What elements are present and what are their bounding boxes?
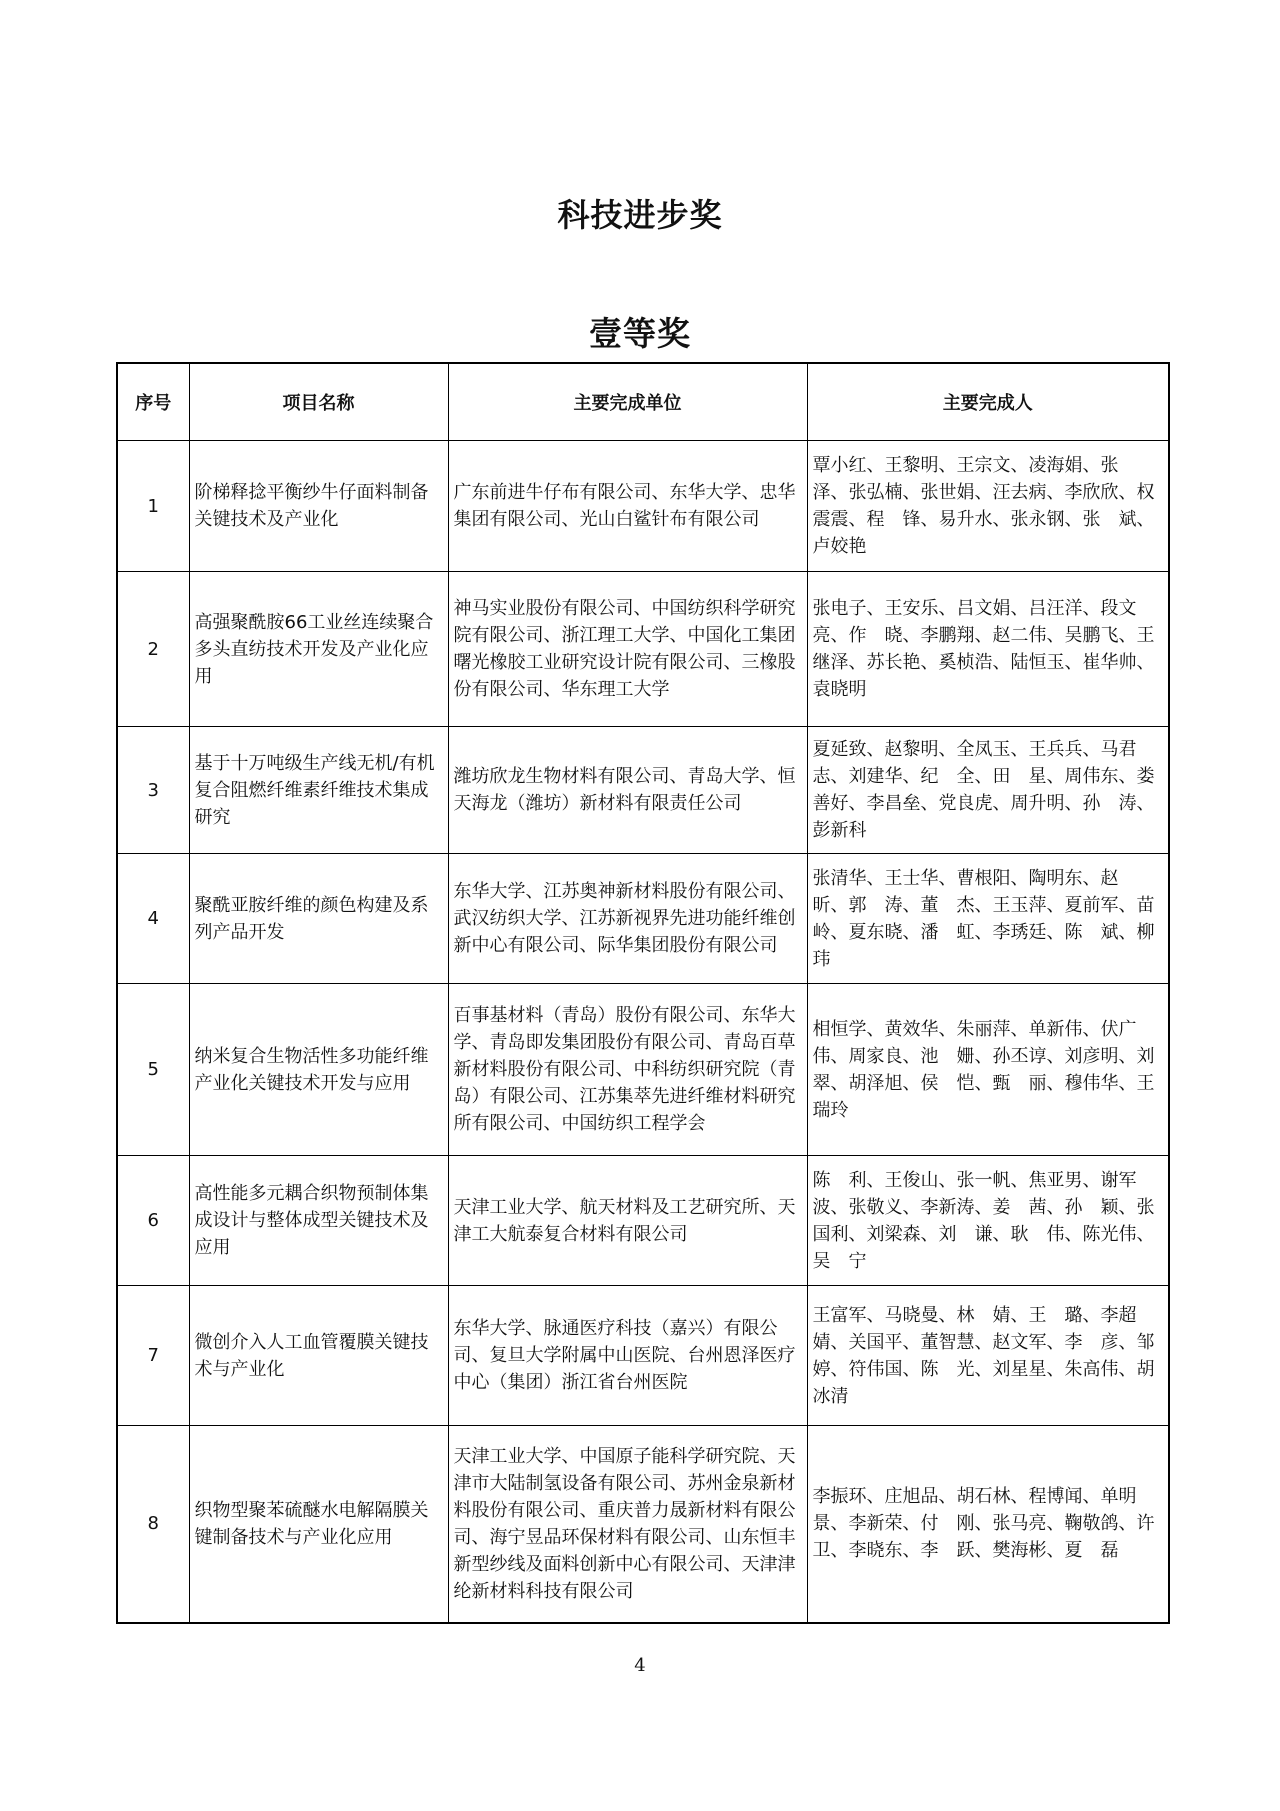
completion-units: 天津工业大学、中国原子能科学研究院、天津市大陆制氢设备有限公司、苏州金泉新材料股份有限公司、重庆普力晟新材料有限公司、海宁昱品环保材料有限公司、山东恒丰新型纱线及面料创新中心有限公司、天津津纶新材料科技有限公司 [448,1426,807,1623]
completion-units: 潍坊欣龙生物材料有限公司、青岛大学、恒天海龙（潍坊）新材料有限责任公司 [448,727,807,854]
page-number: 4 [634,1655,646,1676]
table-row [117,1156,1169,1286]
completion-people: 王富军、马晓曼、林 婧、王 璐、李超婧、关国平、董智慧、赵文军、李 彦、邹 婷、符伟国、陈 光、刘星星、朱高伟、胡冰清 [807,1286,1169,1426]
project-name: 聚酰亚胺纤维的颜色构建及系列产品开发 [189,854,448,984]
table-row [117,854,1169,984]
header-units: 主要完成单位 [448,363,807,441]
row-number: 4 [117,854,189,984]
completion-units: 东华大学、脉通医疗科技（嘉兴）有限公司、复旦大学附属中山医院、台州恩泽医疗中心（集团）浙江省台州医院 [448,1286,807,1426]
project-name: 基于十万吨级生产线无机/有机复合阻燃纤维素纤维技术集成研究 [189,727,448,854]
completion-people: 覃小红、王黎明、王宗文、凌海娟、张 泽、张弘楠、张世娟、汪去病、李欣欣、权震震、程 锋、易升水、张永钢、张 斌、卢姣艳 [807,441,1169,572]
header-number: 序号 [117,363,189,441]
project-name: 织物型聚苯硫醚水电解隔膜关键制备技术与产业化应用 [189,1426,448,1623]
award-level-heading: 壹等奖 [589,314,691,353]
header-people: 主要完成人 [807,363,1169,441]
completion-units: 东华大学、江苏奥神新材料股份有限公司、武汉纺织大学、江苏新视界先进功能纤维创新中心有限公司、际华集团股份有限公司 [448,854,807,984]
completion-units: 广东前进牛仔布有限公司、东华大学、忠华集团有限公司、光山白鲨针布有限公司 [448,441,807,572]
header-project-name: 项目名称 [189,363,448,441]
row-number: 6 [117,1156,189,1286]
project-name: 高性能多元耦合织物预制体集成设计与整体成型关键技术及应用 [189,1156,448,1286]
table-row [117,441,1169,572]
table-header-row [117,363,1169,441]
table-row [117,1286,1169,1426]
completion-units: 神马实业股份有限公司、中国纺织科学研究院有限公司、浙江理工大学、中国化工集团曙光橡胶工业研究设计院有限公司、三橡股份有限公司、华东理工大学 [448,572,807,727]
table-row [117,572,1169,727]
completion-units: 百事基材料（青岛）股份有限公司、东华大学、青岛即发集团股份有限公司、青岛百草新材料股份有限公司、中科纺织研究院（青岛）有限公司、江苏集萃先进纤维材料研究所有限公司、中国纺织工程学会 [448,984,807,1156]
page-title: 科技进步奖 [557,196,723,234]
row-number: 8 [117,1426,189,1623]
row-number: 5 [117,984,189,1156]
table-row [117,727,1169,854]
project-name: 微创介入人工血管覆膜关键技术与产业化 [189,1286,448,1426]
project-name: 高强聚酰胺66工业丝连续聚合多头直纺技术开发及产业化应用 [189,572,448,727]
table-row [117,1426,1169,1623]
completion-people: 李振环、庄旭品、胡石林、程博闻、单明景、李新荣、付 刚、张马亮、鞠敬鸽、许 卫、李晓东、李 跃、樊海彬、夏 磊 [807,1426,1169,1623]
row-number: 2 [117,572,189,727]
completion-people: 相恒学、黄效华、朱丽萍、单新伟、伏广伟、周家良、池 姗、孙丕谆、刘彦明、刘 翠、胡泽旭、侯 恺、甄 丽、穆伟华、王瑞玲 [807,984,1169,1156]
project-name: 阶梯释捻平衡纱牛仔面料制备关键技术及产业化 [189,441,448,572]
table-row [117,984,1169,1156]
completion-people: 张清华、王士华、曹根阳、陶明东、赵 昕、郭 涛、董 杰、王玉萍、夏前军、苗 岭、夏东晓、潘 虹、李琇廷、陈 斌、柳 玮 [807,854,1169,984]
row-number: 1 [117,441,189,572]
award-table [116,362,1173,1624]
row-number: 7 [117,1286,189,1426]
completion-people: 张电子、王安乐、吕文娟、吕汪洋、段文亮、作 晓、李鹏翔、赵二伟、吴鹏飞、王继泽、苏长艳、奚桢浩、陆恒玉、崔华帅、袁晓明 [807,572,1169,727]
completion-units: 天津工业大学、航天材料及工艺研究所、天津工大航泰复合材料有限公司 [448,1156,807,1286]
row-number: 3 [117,727,189,854]
project-name: 纳米复合生物活性多功能纤维产业化关键技术开发与应用 [189,984,448,1156]
completion-people: 陈 利、王俊山、张一帆、焦亚男、谢军波、张敬义、李新涛、姜 茜、孙 颖、张国利、刘梁森、刘 谦、耿 伟、陈光伟、吴 宁 [807,1156,1169,1286]
completion-people: 夏延致、赵黎明、全凤玉、王兵兵、马君志、刘建华、纪 全、田 星、周伟东、娄善好、李昌垒、党良虎、周升明、孙 涛、彭新科 [807,727,1169,854]
